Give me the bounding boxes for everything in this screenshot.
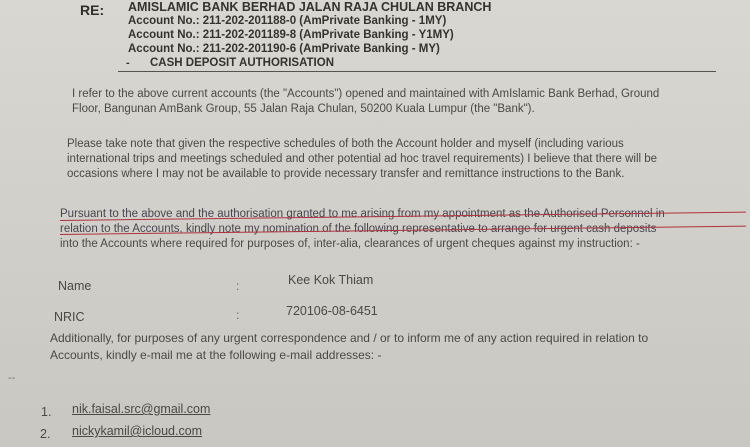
subject-underline bbox=[118, 71, 716, 72]
reference-label: RE: bbox=[80, 2, 105, 18]
paragraph-line: international trips and meetings scheduled and other potential ad hoc travel requirements) I believe that there will be bbox=[67, 153, 658, 165]
nric-value: 720106-08-6451 bbox=[286, 304, 378, 318]
nric-label: NRIC bbox=[54, 310, 85, 324]
paragraph-accounts-reference bbox=[72, 87, 659, 117]
reference-bank-line: AMISLAMIC BANK BERHAD JALAN RAJA CHULAN BRANCH bbox=[128, 0, 492, 14]
paragraph-line: Please take note that given the respective schedules of both the Account holder and myself (including various bbox=[67, 138, 624, 150]
name-value: Kee Kok Thiam bbox=[288, 273, 374, 287]
subject-prefix: - bbox=[126, 57, 130, 69]
reference-account-line-1: Account No.: 211-202-201188-0 (AmPrivate Banking - 1MY) bbox=[128, 15, 447, 27]
email-address-1[interactable]: nik.faisal.src@gmail.com bbox=[72, 402, 211, 416]
email-number-2: 2. bbox=[40, 427, 51, 441]
paragraph-line: into the Accounts where required for purposes of, inter-alia, clearances of urgent cheques against my instruction: - bbox=[60, 238, 640, 250]
paragraph-line: Floor, Bangunan AmBank Group, 55 Jalan Raja Chulan, 50200 Kuala Lumpur (the "Bank"). bbox=[72, 103, 535, 115]
name-label: Name bbox=[58, 279, 92, 293]
email-number-1: 1. bbox=[41, 405, 52, 419]
nric-separator: : bbox=[236, 308, 240, 322]
name-separator: : bbox=[236, 279, 240, 293]
subject-title: CASH DEPOSIT AUTHORISATION bbox=[150, 57, 335, 69]
reference-account-line-2: Account No.: 211-202-201189-8 (AmPrivate Banking - Y1MY) bbox=[128, 29, 454, 41]
paragraph-email-request bbox=[50, 330, 648, 364]
paragraph-line: Accounts, kindly e-mail me at the following e-mail addresses: - bbox=[50, 348, 382, 362]
paragraph-line: Additionally, for purposes of any urgent correspondence and / or to inform me of any action required in relation to bbox=[50, 331, 649, 345]
paragraph-availability bbox=[67, 137, 657, 182]
paragraph-line: I refer to the above current accounts (the "Accounts") opened and maintained with AmIslamic Bank Berhad, Ground bbox=[72, 88, 660, 100]
paragraph-line: occasions where I may not be available to provide necessary transfer and remittance instructions to the Bank. bbox=[67, 168, 625, 180]
reference-account-line-3: Account No.: 211-202-201190-6 (AmPrivate Banking - MY) bbox=[128, 43, 440, 55]
paragraph-line: relation to the Accounts, kindly note my nomination of the following representative to arrange for urgent cash deposits bbox=[60, 223, 657, 235]
paragraph-line: Pursuant to the above and the authorisation granted to me arising from my appointment as the Authorised Personnel in bbox=[60, 208, 665, 220]
margin-mark: -- bbox=[8, 372, 16, 384]
email-address-2[interactable]: nickykamil@icloud.com bbox=[72, 424, 203, 438]
